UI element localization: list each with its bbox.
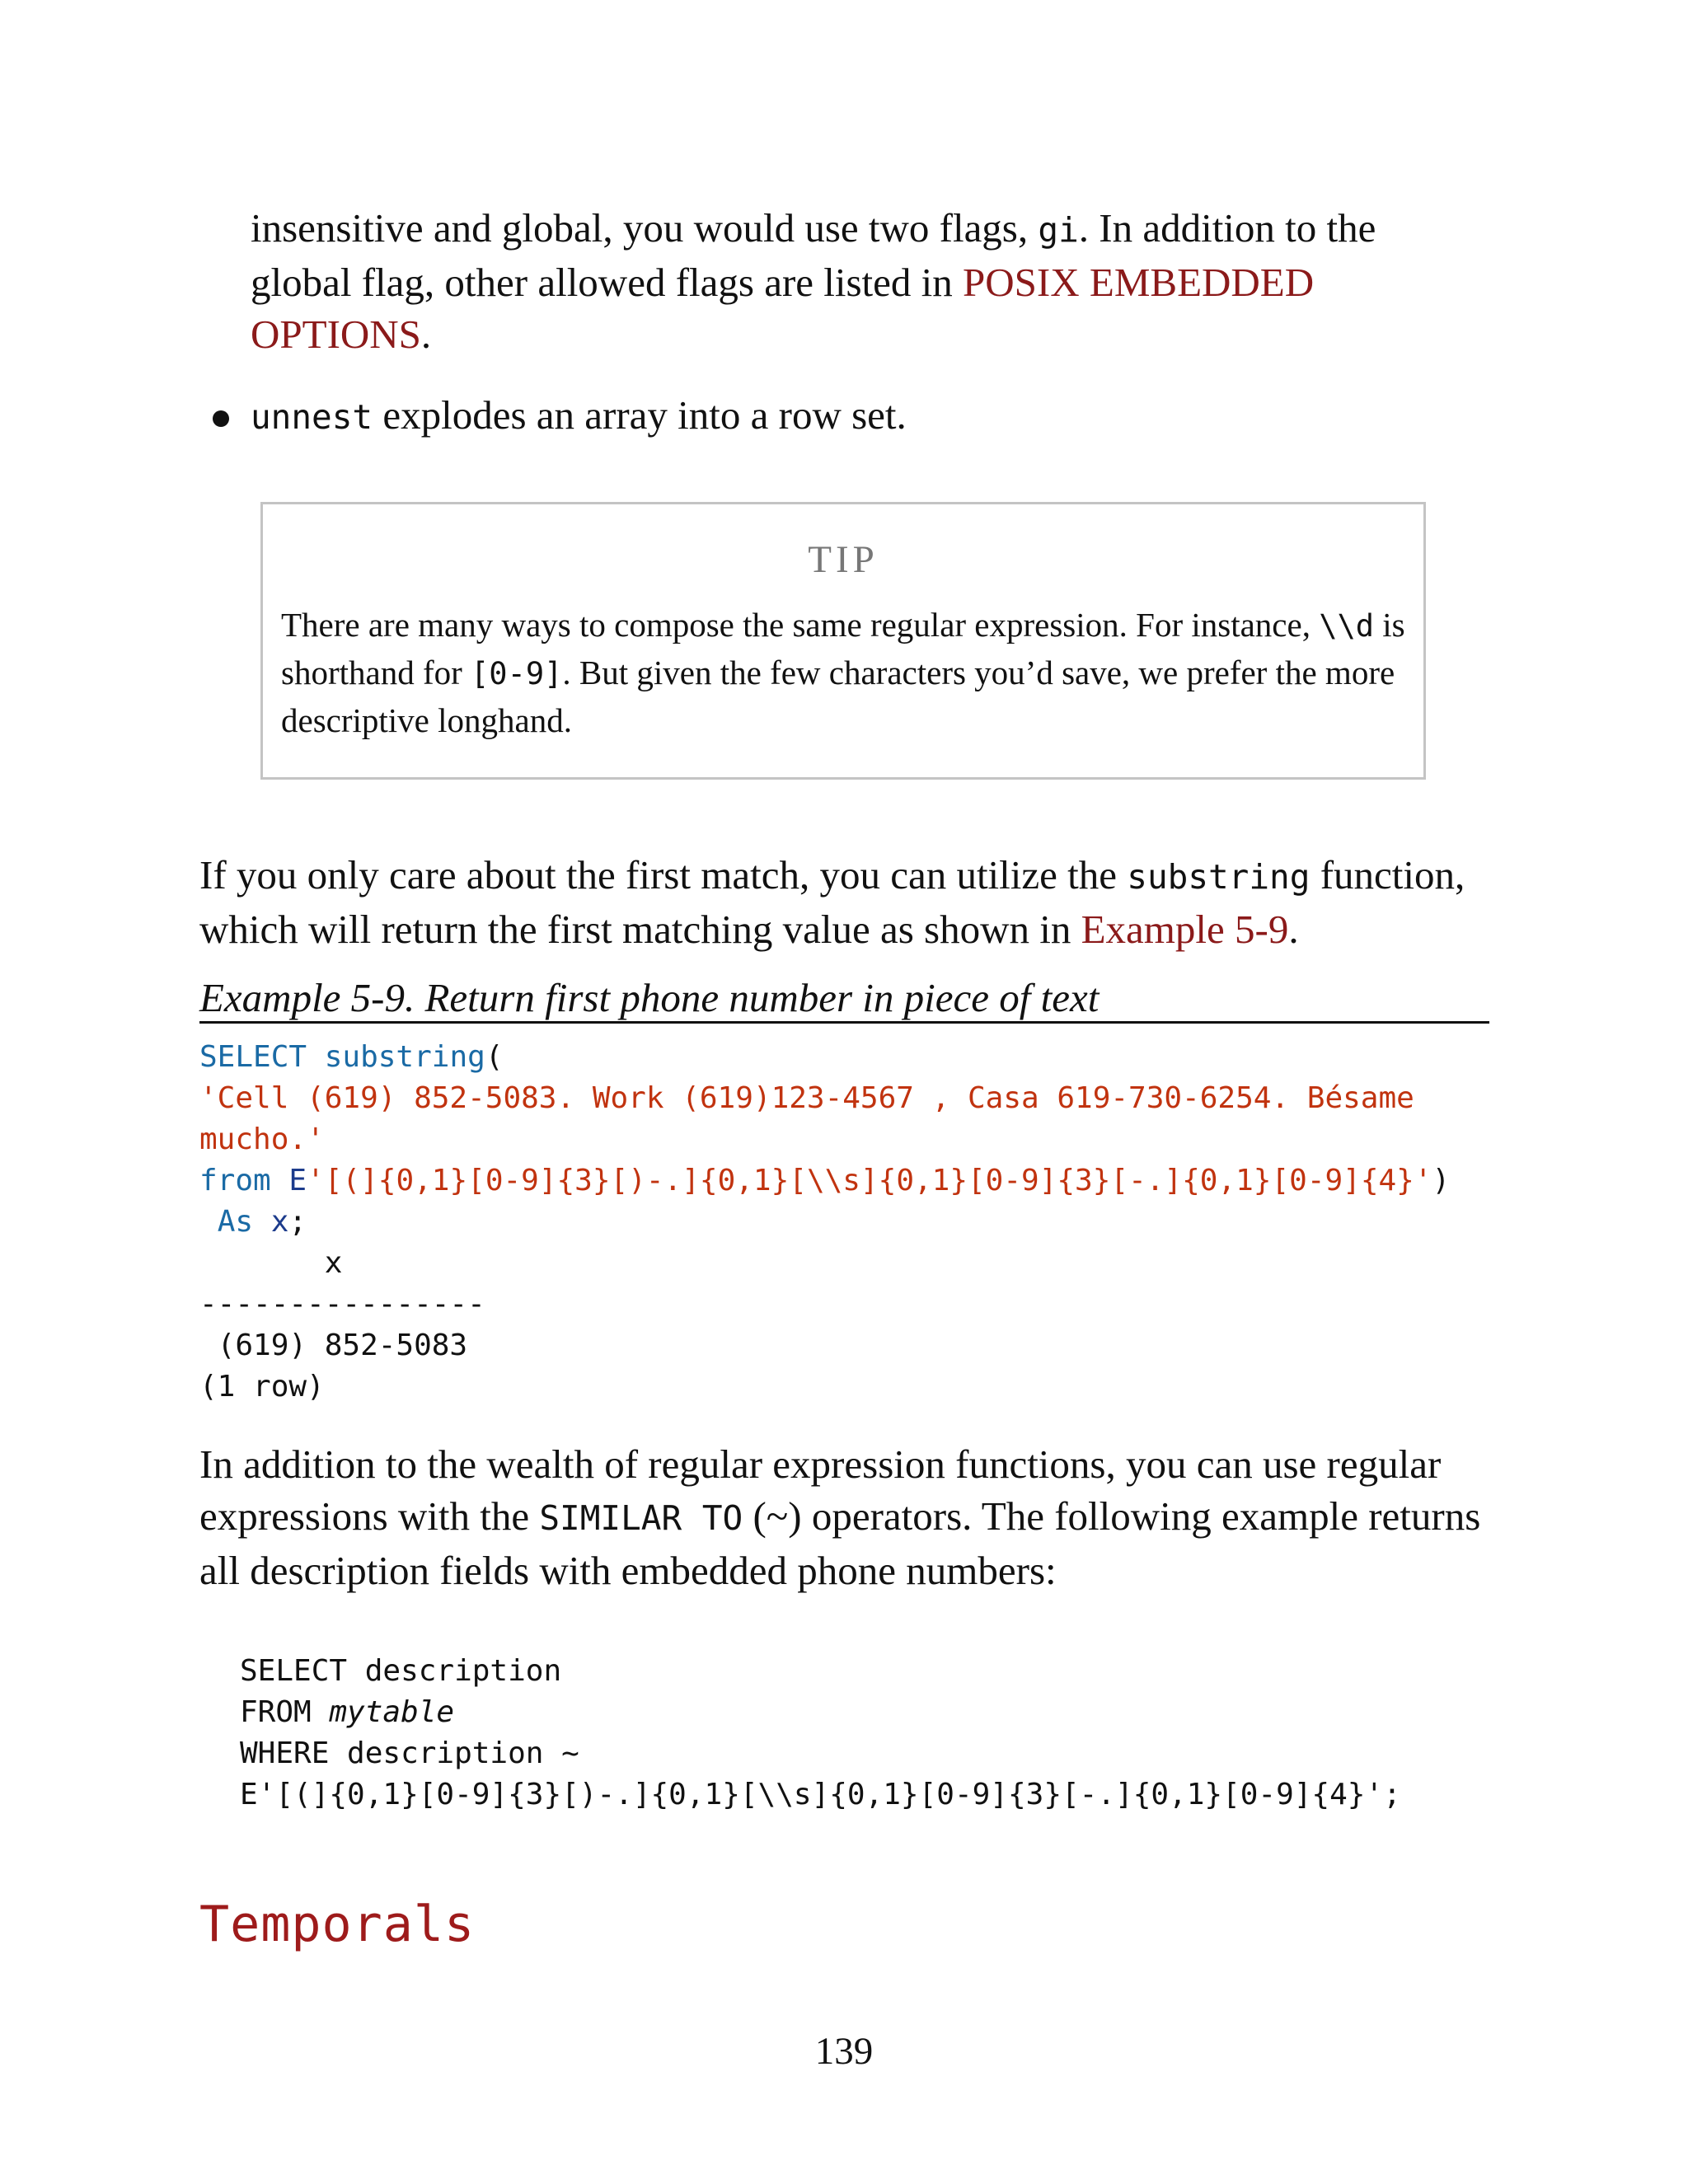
similar-to-code-block: SELECT description FROM mytable WHERE description ~ E'[(]{0,1}[0-9]{3}[)-.]{0,1}[\\s]{0,1}[0-9]{3}[-.]{0,1}[0-9]{4}';: [240, 1654, 1401, 1811]
intro-paragraph: insensitive and global, you would use two flags, gi. In addition to the global flag, other allowed flags are listed in POSIX EMBEDDED OPTIONS.: [251, 205, 1376, 357]
code-unnest: unnest: [251, 397, 373, 437]
example-caption: Example 5-9. Return first phone number in piece of text: [199, 972, 1489, 1024]
book-page: insensitive and global, you would use two flags, gi. In addition to the global flag, other allowed flags are listed in POSIX EMBEDDED OPTIONS. unnest explodes an array into a row set. TIP There are many ways to compose the same regular expression. For instance, \\d is shorthand for [0-9]. But given the few characters you’d save, we prefer the more descriptive longhand. If you only care about the first match, you can utilize the substring function, which will return the first matching value as shown in Example 5-9. Example 5-9. Return first phone number in piece of text SELECT substring( 'Cell (619) 852-5083. Work (619)123-4567 , Casa 619-730-6254. Bésame mucho.' from E'[(]{0,1}[0-9]{3}[)-.]{0,1}[\\s]{0,1}[0-9]{3}[-.]{0,1}[0-9]{4}') As x; x ---------------- (619) 852-5083 (1 row) In addition to the wealth of regular expression functions, you can use regular expressions with the SIMILAR TO (~) operators. The following example returns all description fields with embedded phone numbers: SELECT description FROM mytable WHERE description ~ E'[(]{0,1}[0-9]{3}[)-.]{0,1}[\\s]{0,1}[0-9]{3}[-.]{0,1}[0-9]{4}'; Temporals 139: [0, 0, 1688, 2184]
result-count: (1 row): [199, 1370, 325, 1404]
tip-box: [260, 502, 1426, 780]
code-gi: gi: [1038, 210, 1079, 250]
tip-text: There are many ways to compose the same regular expression. For instance, \\d is shorthand for [0-9]. But given the few characters you’d save, we prefer the more descriptive longhand.: [281, 606, 1405, 739]
result-value: (619) 852-5083: [199, 1329, 468, 1362]
section-heading-temporals: Temporals: [199, 1896, 476, 1953]
result-rule: ----------------: [199, 1287, 485, 1321]
code-digit-class: [0-9]: [471, 656, 563, 691]
result-header: x: [199, 1246, 343, 1280]
similar-to-paragraph: In addition to the wealth of regular expression functions, you can use regular expressions with the SIMILAR TO (~) operators. The following example returns all description fields with embedded phone numbers:: [199, 1441, 1481, 1593]
code-substring: substring: [1127, 857, 1311, 897]
posix-options-link[interactable]: POSIX EMBEDDED OPTIONS: [251, 260, 1315, 357]
code-similar-to: SIMILAR TO: [539, 1498, 743, 1538]
example-code-block: SELECT substring( 'Cell (619) 852-5083. Work (619)123-4567 , Casa 619-730-6254. Bésame mucho.' from E'[(]{0,1}[0-9]{3}[)-.]{0,1}[\\s]{0,1}[0-9]{3}[-.]{0,1}[0-9]{4}') As x; x ---------------- (619) 852-5083 (1 row): [199, 1040, 1451, 1404]
bullet-dot-icon: [213, 410, 229, 427]
page-number: 139: [814, 2030, 874, 2073]
example-5-9-link[interactable]: Example 5-9: [1081, 907, 1289, 952]
tip-title: TIP: [808, 538, 879, 581]
code-backslash-d: \\d: [1319, 608, 1375, 644]
substring-paragraph: If you only care about the first match, you can utilize the substring function, which will return the first matching value as shown in Example 5-9.: [199, 852, 1465, 952]
